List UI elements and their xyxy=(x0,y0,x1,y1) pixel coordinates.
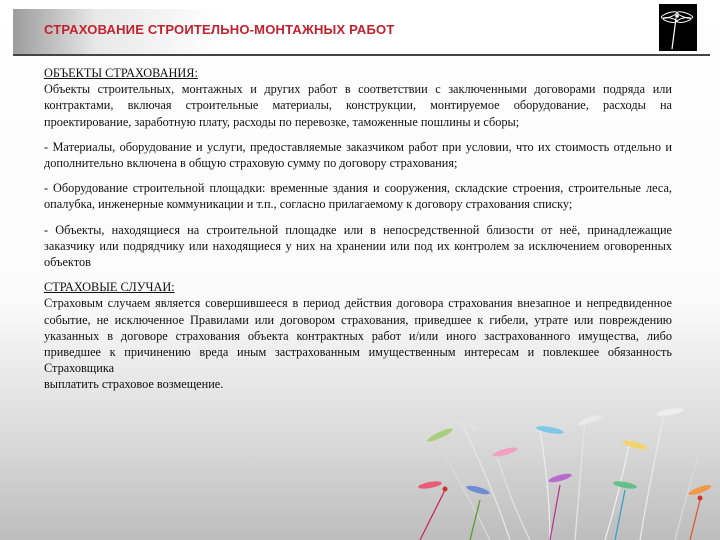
objects-item-2: - Оборудование строительной площадки: временные здания и сооружения, складские строения, строительные леса, опалубка, инженерные коммуникации и т.п., согласно прилагаемому к договору страхования списку; xyxy=(44,181,672,212)
insured-events-text-end: выплатить страховое возмещение. xyxy=(44,377,224,392)
dragonfly-flowers-decoration xyxy=(400,390,720,540)
objects-item-1: - Материалы, оборудование и услуги, предоставляемые заказчиком работ при условии, что их стоимость отдельно и дополнительно включена в общую страховую сумму по договору страхования; xyxy=(44,139,672,171)
objects-intro: Объекты строительных, монтажных и других работ в соответствии с заключенными договорами подряда или контрактами, включая строительные материалы, конструкции, монтируемое оборудование, расходы на проектирование, заработную плату, расходы по перевозке, таможенные пошлины и сборы; xyxy=(44,82,672,129)
page-title: СТРАХОВАНИЕ СТРОИТЕЛЬНО-МОНТАЖНЫХ РАБОТ xyxy=(44,22,395,37)
insured-events-heading: СТРАХОВЫЕ СЛУЧАИ: xyxy=(44,280,175,295)
objects-heading: ОБЪЕКТЫ СТРАХОВАНИЯ: xyxy=(44,66,198,80)
objects-item-3: - Объекты, находящиеся на строительной площадке или в непосредственной близости от неё, принадлежащие заказчику или подрядчику или находящиеся у них на хранении или под их контролем за исключением оговоренных объектов xyxy=(44,222,672,270)
dragonfly-logo-icon xyxy=(659,4,697,51)
insured-events-text: Страховым случаем является совершившееся в период действия договора страхования внезапное и непредвиденное событие, не исключенное Правилами или договором страхования, приведшее к гибели, утрате или повреждению указанных в договоре страхования объекта контрактных работ и/или иного застрахованного имущества, либо приведшее к причинению вреда иным застрахованным имущественным интересам и повлекшее обязанность Страховщика xyxy=(44,296,672,376)
content-area xyxy=(44,65,672,393)
